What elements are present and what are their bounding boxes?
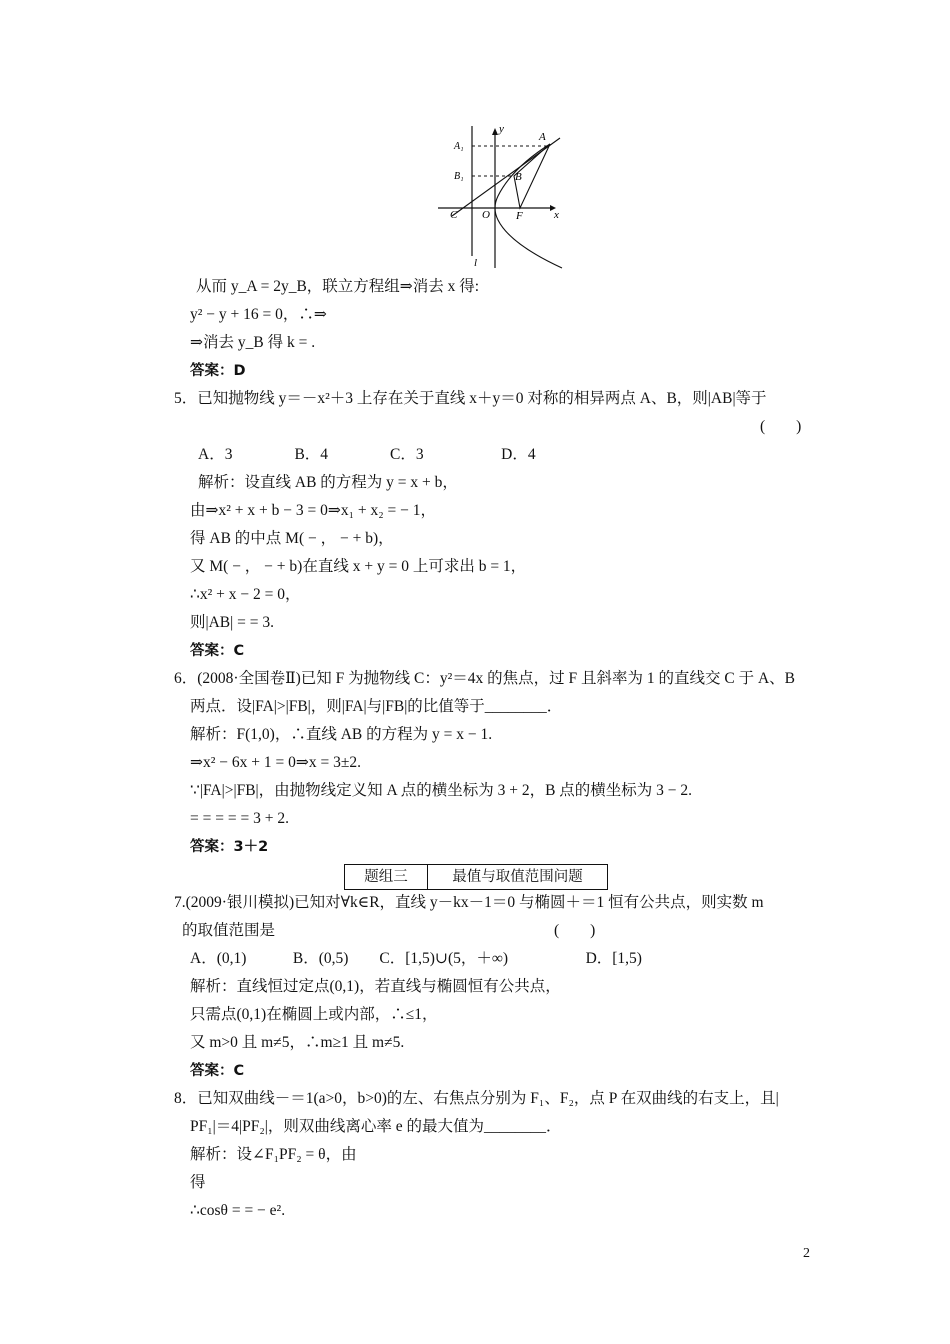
label-B1: B₁ (454, 171, 464, 182)
question-7: 7.(2009·银川模拟)已知对∀k∈R，直线 y－kx－1＝0 与椭圆＋＝1 恒有公共点，则实数 m (174, 894, 764, 911)
text-line: 只需点(0,1)在椭圆上或内部，∴≤1， (190, 1006, 438, 1023)
answer-blank: ( ) (760, 418, 802, 435)
text-line: 解析：直线恒过定点(0,1)，若直线与椭圆恒有公共点， (190, 978, 561, 995)
text-line: 又 m>0 且 m≠5，∴m≥1 且 m≠5. (190, 1034, 405, 1051)
text-line: ∵|FA|>|FB|，由抛物线定义知 A 点的横坐标为 3 + 2，B 点的横坐标为 3 − 2. (190, 782, 693, 799)
text-line: 又 M( − ， − + b)在直线 x + y = 0 上可求出 b = 1， (190, 558, 527, 575)
text-line: y² − y + 16 = 0，∴⇒ (190, 306, 327, 323)
text-line: PF₁|＝4|PF₂|，则双曲线离心率 e 的最大值为________． (190, 1118, 562, 1135)
label-B: B (515, 171, 522, 183)
choices-line: A．3 B．4 C．3 D．4 (198, 446, 536, 463)
label-O: O (482, 209, 490, 221)
label-A1: A₁ (454, 141, 464, 152)
label-C: C (450, 209, 458, 221)
text-line: 解析：设∠F₁PF₂ = θ，由 (190, 1146, 357, 1163)
text-line: 由⇒x² + x + b − 3 = 0⇒x₁ + x₂ = − 1， (190, 502, 436, 519)
text-line: ∴cosθ = = − e². (190, 1202, 286, 1219)
answer-line: 答案：C (190, 643, 245, 659)
text-line: 从而 y_A = 2y_B，联立方程组⇒消去 x 得: (196, 278, 480, 295)
text-line: ⇒x² − 6x + 1 = 0⇒x = 3±2. (190, 754, 361, 771)
text-line: 解析：F(1,0)，∴直线 AB 的方程为 y = x − 1. (190, 726, 493, 743)
section-title: 最值与取值范围问题 (452, 869, 583, 885)
text-line: 解析：设直线 AB 的方程为 y = x + b， (198, 474, 458, 491)
section-tag: 题组三 (345, 865, 428, 889)
parabola-figure (432, 118, 568, 270)
label-F: F (516, 210, 523, 222)
question-5: 5．已知抛物线 y＝－x²＋3 上存在关于直线 x＋y＝0 对称的相异两点 A、B，则|AB|等于 (174, 390, 767, 407)
question-8: 8．已知双曲线－＝1(a>0，b>0)的左、右焦点分别为 F₁、F₂，点 P 在双曲线的右支上，且| (174, 1090, 779, 1107)
page-number: 2 (803, 1246, 810, 1261)
label-l: l (474, 257, 478, 269)
section-header (344, 864, 608, 890)
text-line: ∴x² + x − 2 = 0， (190, 586, 301, 603)
answer-line: 答案：D (190, 363, 246, 379)
text-line: 的取值范围是 ( ) (182, 922, 596, 939)
label-x: x (554, 209, 559, 221)
text-line: 得 AB 的中点 M( − ， − + b)， (190, 530, 394, 547)
text-line: 两点．设|FA|>|FB|，则|FA|与|FB|的比值等于________． (190, 698, 563, 715)
text-line: 则|AB| = = 3. (190, 614, 274, 631)
choices-line: A．(0,1) B．(0,5) C．[1,5)∪(5，＋∞) D．[1,5) (190, 950, 642, 967)
text-line: = = = = = 3 + 2. (190, 810, 289, 827)
answer-line: 答案：3＋2 (190, 839, 269, 855)
label-A: A (539, 131, 546, 143)
question-6: 6．(2008·全国卷Ⅱ)已知 F 为抛物线 C：y²＝4x 的焦点，过 F 且斜率为 1 的直线交 C 于 A、B (174, 670, 795, 687)
text-line: ⇒消去 y_B 得 k = . (190, 334, 316, 351)
text-line: 得 (190, 1174, 206, 1191)
label-y: y (499, 123, 504, 135)
answer-line: 答案：C (190, 1063, 245, 1079)
